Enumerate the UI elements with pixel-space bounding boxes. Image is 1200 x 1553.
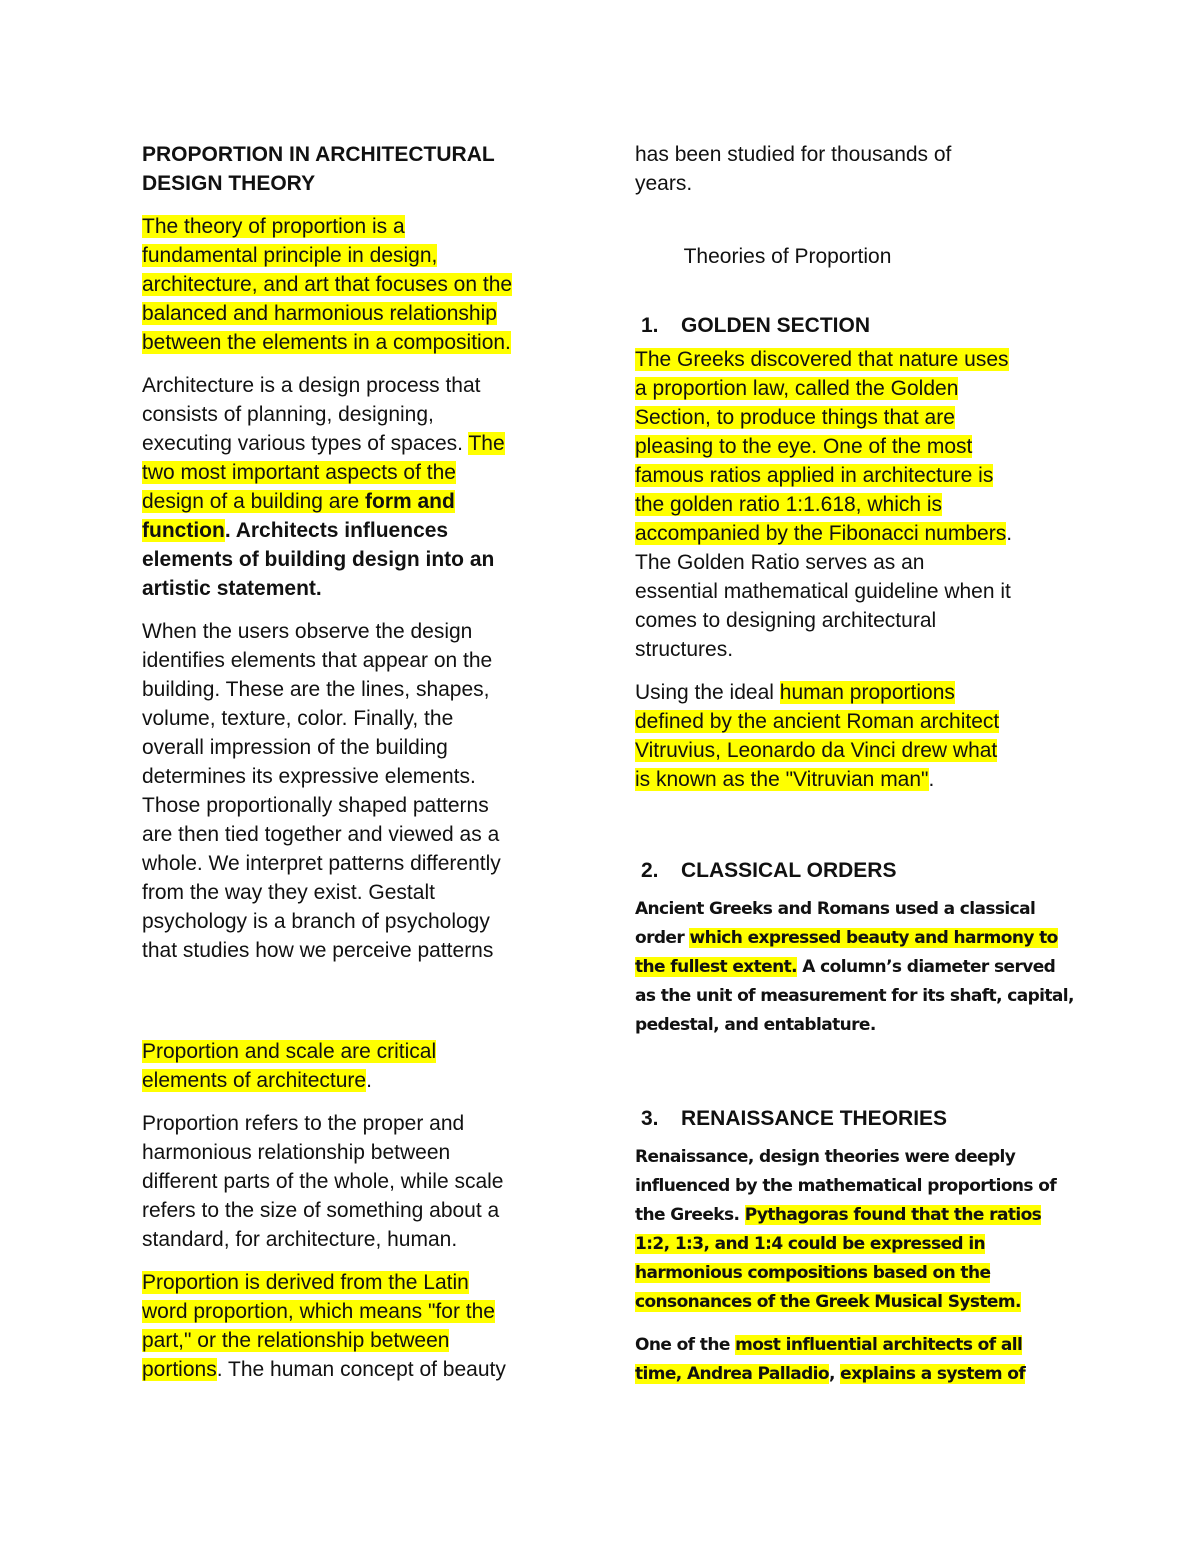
text-run: . xyxy=(1006,522,1013,545)
text-line: structures. xyxy=(635,638,734,661)
section-title: GOLDEN SECTION xyxy=(681,314,871,337)
paragraph-theory xyxy=(142,212,567,357)
text-run: . xyxy=(366,1069,372,1092)
text-line: has been studied for thousands of xyxy=(635,143,952,166)
highlighted-bold-text: function xyxy=(142,519,225,542)
highlighted-text: Proportion is derived from the Latin xyxy=(142,1271,469,1294)
paragraph-perception xyxy=(142,617,567,965)
highlighted-text: the golden ratio 1:1.618, which is xyxy=(635,493,943,516)
highlighted-text: the fullest extent. xyxy=(635,957,797,977)
paragraph-palladio xyxy=(635,1331,1060,1389)
highlighted-text: defined by the ancient Roman architect xyxy=(635,710,1000,733)
highlighted-text: time, Andrea Palladio xyxy=(635,1364,829,1384)
text-line: essential mathematical guideline when it xyxy=(635,580,1011,603)
left-column xyxy=(142,140,567,1384)
text-line: that studies how we perceive patterns xyxy=(142,939,494,962)
highlighted-text: elements of architecture xyxy=(142,1069,367,1092)
highlighted-text: word proportion, which means "for the xyxy=(142,1300,495,1323)
text-line: Those proportionally shaped patterns xyxy=(142,794,489,817)
text-run: executing various types of spaces. xyxy=(142,432,469,455)
paragraph-classical-orders xyxy=(635,895,1074,1040)
highlighted-text: 1:2, 1:3, and 1:4 could be expressed in xyxy=(635,1234,986,1254)
text-run: , xyxy=(828,1364,841,1384)
text-line: The Golden Ratio serves as an xyxy=(635,551,925,574)
text-run: Using the ideal xyxy=(635,681,780,704)
title-line: DESIGN THEORY xyxy=(142,172,316,195)
highlighted-bold-text: form and xyxy=(365,490,455,513)
highlighted-text: explains a system of xyxy=(840,1364,1026,1384)
text-line: Ancient Greeks and Romans used a classical xyxy=(635,899,1036,919)
highlighted-text: balanced and harmonious relationship xyxy=(142,302,497,325)
highlighted-text: most influential architects of all xyxy=(735,1335,1023,1355)
text-line: from the way they exist. Gestalt xyxy=(142,881,435,904)
highlighted-text: Pythagoras found that the ratios xyxy=(744,1205,1042,1225)
title-line: PROPORTION IN ARCHITECTURAL xyxy=(142,143,495,166)
section-number: 1. xyxy=(641,314,659,337)
highlighted-text: The theory of proportion is a xyxy=(142,215,405,238)
paragraph-proportion-scale xyxy=(142,1037,567,1095)
paragraph-latin-origin xyxy=(142,1268,567,1384)
highlighted-text: harmonious compositions based on the xyxy=(635,1263,991,1283)
text-line: psychology is a branch of psychology xyxy=(142,910,490,933)
document-title xyxy=(142,140,567,198)
highlighted-text: The xyxy=(468,432,505,455)
heading-golden-section xyxy=(635,311,1060,340)
highlighted-text: human proportions xyxy=(779,681,955,704)
text-line: overall impression of the building xyxy=(142,736,448,759)
section-number: 2. xyxy=(641,859,659,882)
text-run: . The human concept of beauty xyxy=(216,1358,506,1381)
text-line: whole. We interpret patterns differently xyxy=(142,852,501,875)
highlighted-text: two most important aspects of the xyxy=(142,461,456,484)
text-line: volume, texture, color. Finally, the xyxy=(142,707,454,730)
text-line: Renaissance, design theories were deeply xyxy=(635,1147,1016,1167)
paragraph-proportion-definition xyxy=(142,1109,567,1254)
heading-renaissance-theories xyxy=(635,1104,1060,1133)
text-line: different parts of the whole, while scale xyxy=(142,1170,504,1193)
highlighted-text: design of a building are xyxy=(142,490,365,513)
paragraph-golden-section xyxy=(635,345,1060,664)
highlighted-text: fundamental principle in design, xyxy=(142,244,438,267)
text-line: are then tied together and viewed as a xyxy=(142,823,500,846)
highlighted-text: a proportion law, called the Golden xyxy=(635,377,959,400)
section-title: CLASSICAL ORDERS xyxy=(681,859,897,882)
text-line: years. xyxy=(635,172,693,195)
paragraph-continuation xyxy=(635,140,1060,198)
text-line: Architecture is a design process that xyxy=(142,374,481,397)
highlighted-text: famous ratios applied in architecture is xyxy=(635,464,994,487)
text-line: comes to designing architectural xyxy=(635,609,937,632)
section-subheading: Theories of Proportion xyxy=(683,245,892,268)
paragraph-architecture xyxy=(142,371,567,603)
section-number: 3. xyxy=(641,1107,659,1130)
paragraph-renaissance xyxy=(635,1143,1060,1317)
text-run: the Greeks. xyxy=(635,1205,745,1225)
text-line: building. These are the lines, shapes, xyxy=(142,678,490,701)
text-line: Proportion refers to the proper and xyxy=(142,1112,465,1135)
text-run: One of the xyxy=(635,1335,736,1355)
text-line: identifies elements that appear on the xyxy=(142,649,493,672)
highlighted-text: Vitruvius, Leonardo da Vinci drew what xyxy=(635,739,998,762)
text-run: order xyxy=(635,928,690,948)
text-run: A column’s diameter served xyxy=(796,957,1056,977)
text-line: influenced by the mathematical proportions of xyxy=(635,1176,1057,1196)
highlighted-text: portions xyxy=(142,1358,217,1381)
highlighted-text: which expressed beauty and harmony to xyxy=(689,928,1058,948)
text-line: consists of planning, designing, xyxy=(142,403,434,426)
highlighted-text: part," or the relationship between xyxy=(142,1329,450,1352)
highlighted-text: The Greeks discovered that nature uses xyxy=(635,348,1009,371)
highlighted-text: accompanied by the Fibonacci numbers xyxy=(635,522,1007,545)
highlighted-text: architecture, and art that focuses on the xyxy=(142,273,513,296)
text-line: harmonious relationship between xyxy=(142,1141,451,1164)
paragraph-vitruvian xyxy=(635,678,1060,794)
bold-text: elements of building design into an xyxy=(142,548,495,571)
highlighted-text: consonances of the Greek Musical System. xyxy=(635,1292,1021,1312)
text-run: . xyxy=(928,768,935,791)
highlighted-text: between the elements in a composition. xyxy=(142,331,511,354)
text-line: When the users observe the design xyxy=(142,620,473,643)
highlighted-text: is known as the "Vitruvian man" xyxy=(635,768,929,791)
bold-text: artistic statement. xyxy=(142,577,322,600)
text-line: pedestal, and entablature. xyxy=(635,1015,876,1035)
highlighted-text: Section, to produce things that are xyxy=(635,406,955,429)
highlighted-text: Proportion and scale are critical xyxy=(142,1040,437,1063)
text-line: determines its expressive elements. xyxy=(142,765,476,788)
text-line: refers to the size of something about a xyxy=(142,1199,500,1222)
highlighted-text: pleasing to the eye. One of the most xyxy=(635,435,973,458)
heading-classical-orders xyxy=(635,856,1060,885)
text-line: as the unit of measurement for its shaft, capital, xyxy=(635,986,1074,1006)
text-line: standard, for architecture, human. xyxy=(142,1228,458,1251)
right-column xyxy=(635,140,1074,1389)
bold-text: . Architects influences xyxy=(224,519,449,542)
section-title: RENAISSANCE THEORIES xyxy=(681,1107,948,1130)
